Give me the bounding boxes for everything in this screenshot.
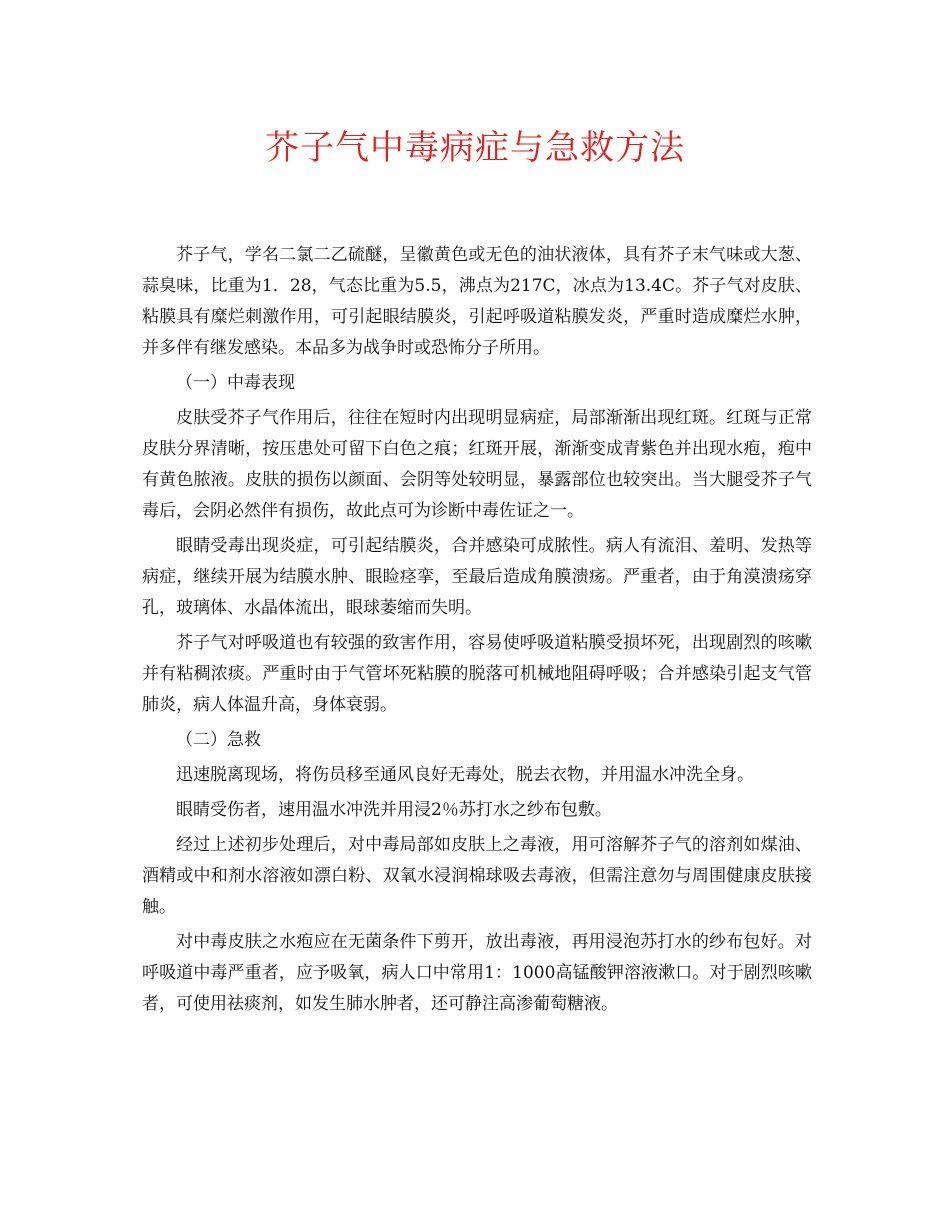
section-heading-first-aid: （二）急救 <box>176 730 261 750</box>
intro-paragraph: 芥子气，学名二氯二乙硫醚，呈徽黄色或无色的油状液体，具有芥子末气味或大葱、蒜臭味，比重为1．28，气态比重为5.5，沸点为217C，冰点为13.4C。芥子气对皮肤、粘膜具有糜烂刺激作用，可引起眼结膜炎，引起呼吸道粘膜发炎，严重时造成糜烂水肿，并多伴有继发感染。本品多为战争时或恐怖分子所用。 <box>142 245 812 358</box>
paragraph-eye-treatment: 眼睛受伤者，速用温水冲洗并用浸2％苏打水之纱布包敷。 <box>176 800 612 820</box>
document-title: 芥子气中毒病症与急救方法 <box>265 128 685 168</box>
paragraph-respiratory-symptoms: 芥子气对呼吸道也有较强的致害作用，容易使呼吸道粘膜受损坏死，出现剧烈的咳嗽并有粘稠浓痰。严重时由于气管坏死粘膜的脱落可机械地阻碍呼吸；合并感染引起支气管肺炎，病人体温升高，身体衰弱。 <box>142 633 812 715</box>
paragraph-skin-symptoms: 皮肤受芥子气作用后，往往在短时内出现明显病症，局部渐渐出现红斑。红斑与正常皮肤分界清晰，按压患处可留下白色之痕；红斑开展，渐渐变成青紫色并出现水疱，疱中有黄色脓液。皮肤的损伤以颜面、会阴等处较明显，暴露部位也较突出。当大腿受芥子气毒后，会阴必然伴有损伤，故此点可为诊断中毒佐证之一。 <box>142 408 812 521</box>
section-heading-poisoning-symptoms: （一）中毒表现 <box>176 373 295 393</box>
paragraph-eye-symptoms: 眼睛受毒出现炎症，可引起结膜炎，合并感染可成脓性。病人有流泪、羞明、发热等病症，继续开展为结膜水肿、眼睑痉挛，至最后造成角膜溃疡。严重者，由于角漠溃疡穿孔，玻璃体、水晶体流出，眼球萎缩而失明。 <box>142 536 812 618</box>
paragraph-evacuate: 迅速脱离现场，将伤员移至通风良好无毒处，脱去衣物，并用温水冲洗全身。 <box>176 765 754 785</box>
paragraph-local-treatment: 经过上述初步处理后，对中毒局部如皮肤上之毒液，用可溶解芥子气的溶剂如煤油、酒精或中和剂水溶液如漂白粉、双氧水浸润棉球吸去毒液，但需注意勿与周围健康皮肤接触。 <box>142 835 812 917</box>
document-body <box>142 240 812 1024</box>
paragraph-blister-respiratory-treatment: 对中毒皮肤之水疱应在无菌条件下剪开，放出毒液，再用浸泡苏打水的纱布包好。对呼吸道中毒严重者，应予吸氧，病人口中常用1：1000高锰酸钾溶液漱口。对于剧烈咳嗽者，可使用祛痰剂，如发生肺水肿者，还可静注高渗葡萄糖液。 <box>142 932 812 1014</box>
